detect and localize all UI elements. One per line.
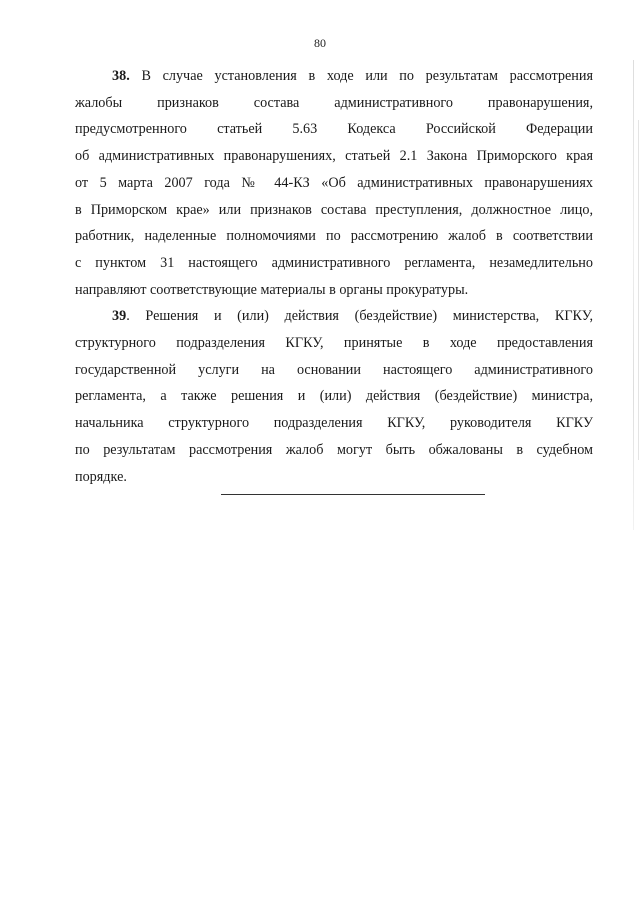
paragraph-number: 38. xyxy=(112,68,130,84)
paragraph-line: порядке. xyxy=(75,468,127,485)
paragraph-line: предусмотренного статьей 5.63 Кодекса Российской Федерации xyxy=(75,121,593,138)
paragraph-line: об административных правонарушениях, статьей 2.1 Закона Приморского края xyxy=(75,148,593,165)
document-body xyxy=(75,63,593,490)
page-number: 80 xyxy=(314,36,326,50)
paragraph-line: в Приморском крае» или признаков состава преступления, должностное лицо, xyxy=(75,201,593,218)
paragraph-line xyxy=(75,303,593,330)
paragraph-line: по результатам рассмотрения жалоб могут быть обжалованы в судебном xyxy=(75,441,593,458)
paragraph-39 xyxy=(75,303,593,490)
paragraph-line: жалобы признаков состава административного правонарушения, xyxy=(75,94,593,111)
paragraph-line: начальника структурного подразделения КГКУ, руководителя КГКУ xyxy=(75,415,593,432)
paragraph-line: структурного подразделения КГКУ, принятые в ходе предоставления xyxy=(75,335,593,352)
paragraph-line: работник, наделенные полномочиями по рассмотрению жалоб в соответствии xyxy=(75,228,593,245)
paragraph-line: государственной услуги на основании настоящего административного xyxy=(75,361,593,378)
paragraph-line: направляют соответствующие материалы в органы прокуратуры. xyxy=(75,281,469,298)
paragraph-38 xyxy=(75,63,593,303)
paragraph-number: 39 xyxy=(112,308,127,325)
paragraph-line-text: В случае установления в ходе или по результатам рассмотрения xyxy=(141,68,594,84)
scan-edge-mark xyxy=(633,60,634,530)
paragraph-line: от 5 марта 2007 года № 44-КЗ «Об административных правонарушениях xyxy=(75,174,593,191)
scan-edge-mark xyxy=(638,120,639,460)
paragraph-line: с пунктом 31 настоящего административного регламента, незамедлительно xyxy=(75,254,593,271)
end-divider-line xyxy=(221,494,485,495)
paragraph-line xyxy=(75,63,593,90)
paragraph-line: регламента, а также решения и (или) действия (бездействие) министра, xyxy=(75,388,593,405)
paragraph-line-text: . Решения и (или) действия (бездействие) министерства, КГКУ, xyxy=(126,308,593,325)
